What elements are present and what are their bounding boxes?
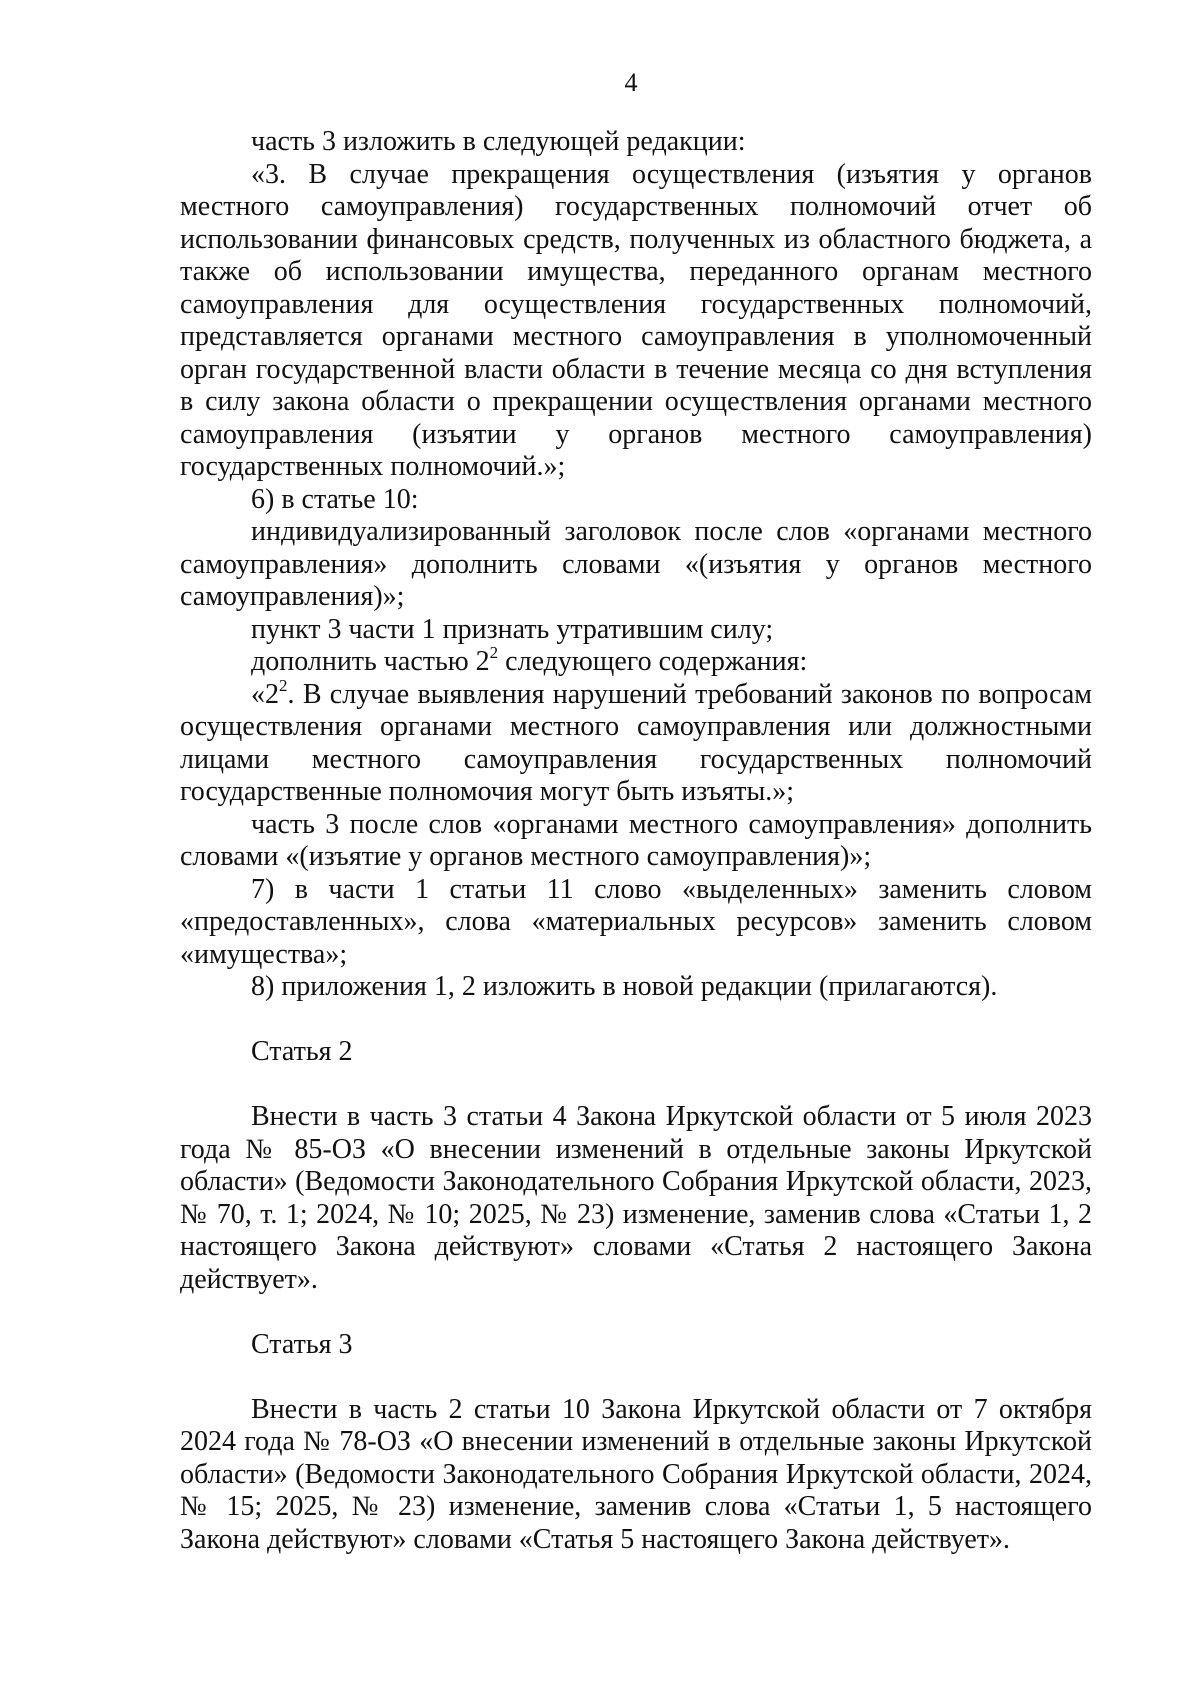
page-number: 4 [624,68,638,97]
paragraph-repeal-point3: пункт 3 части 1 признать утратившим силу; [251,613,774,645]
paragraph-part3-intro: часть 3 изложить в следующей редакции: [251,126,746,157]
paragraph-part22-before: «2 [251,678,279,710]
paragraph-title-amendment: индивидуализированный заголовок после слов «органами местного самоуправления» дополнить словами «(изъятия у органов местного самоуправления)»; [180,516,1092,612]
article2-heading: Статья 2 [251,1036,353,1067]
superscript: 2 [489,643,499,663]
article3-heading: Статья 3 [251,1328,353,1360]
paragraph-item8: 8) приложения 1, 2 изложить в новой редакции (прилагаются). [251,971,998,1002]
article2-text: Внести в часть 3 статьи 4 Закона Иркутской области от 5 июля 2023 года № 85-ОЗ «О внесении изменений в отдельные законы Иркутской области» (Ведомости Законодательного Собрания Иркутской области, 2023, № 70, т. 1; 2024, № 10; 2025, № 23) изменение, заменив слова «Статьи 1, 2 настоящего Закона действуют» словами «Статья 2 настоящего Закона действует». [180,1101,1092,1295]
paragraph-item7: 7) в части 1 статьи 11 слово «выделенных» заменить словом «предоставленных», слова «материальных ресурсов» заменить словом «имущества»; [180,873,1092,970]
paragraph-part22-after: . В случае выявления нарушений требований законов по вопросам осуществления органами местного самоуправления или должностными лицами местного самоуправления государственных полномочий государственные полномочия могут быть изъяты.»; [180,678,1092,807]
paragraph-add-part22-after: следующего содержания: [498,646,808,677]
paragraph-add-part22 [180,643,1092,679]
paragraph-add-part22-before: дополнить частью 2 [251,646,490,677]
superscript: 2 [279,675,288,695]
paragraph-part3-amendment: часть 3 после слов «органами местного самоуправления» дополнить словами «(изъятие у органов местного самоуправления)»; [180,808,1092,872]
document-body [180,126,1092,1556]
paragraph-part3-text: «3. В случае прекращения осуществления (изъятия у органов местного самоуправления) государственных полномочий отчет об использовании финансовых средств, полученных из областного бюджета, а также об использовании имущества, переданного органам местного самоуправления для осуществления государственных полномочий, представляется органами местного самоуправления в уполномоченный орган государственной власти области в течение месяца со дня вступления в силу закона области о прекращении осуществления органами местного самоуправления (изъятии у органов местного самоуправления) государственных полномочий.»; [180,158,1092,482]
article3-text: Внести в часть 2 статьи 10 Закона Иркутской области от 7 октября 2024 года № 78-ОЗ «О внесении изменений в отдельные законы Иркутской области» (Ведомости Законодательного Собрания Иркутской области, 2024, № 15; 2025, № 23) изменение, заменив слова «Статьи 1, 5 настоящего Закона действуют» словами «Статья 5 настоящего Закона действует». [180,1393,1092,1555]
paragraph-item6: 6) в статье 10: [251,483,419,515]
paragraph-part22-text [180,675,1092,809]
